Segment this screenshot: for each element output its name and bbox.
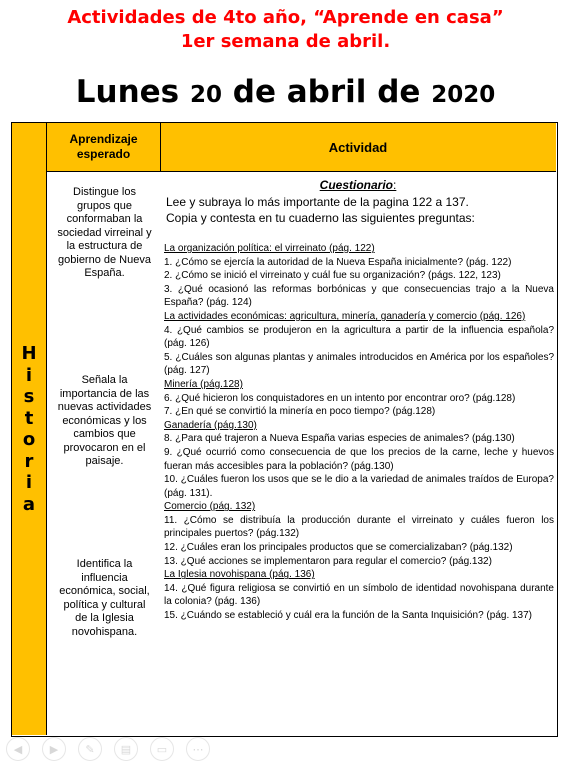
slideshow-toolbar xyxy=(0,733,260,767)
more-icon[interactable]: ⋯ xyxy=(186,737,210,761)
questionnaire-title xyxy=(160,178,556,192)
date-weekday: Lunes xyxy=(75,74,180,110)
question-item: 10. ¿Cuáles fueron los usos que se le dio a la variedad de animales traídos de Europa? (pág. 131). xyxy=(164,474,554,499)
subject-letter: o xyxy=(22,429,36,450)
subject-letter: i xyxy=(25,364,33,386)
section-heading: La organización política: el virreinato (pág. 122) xyxy=(164,243,375,254)
subject-letter: H xyxy=(21,343,37,364)
activity-column xyxy=(160,171,556,735)
date-day: 20 xyxy=(189,82,222,108)
outcome-3: Identifica la influencia económica, social, política y cultural de la Iglesia novohispana. xyxy=(59,558,150,638)
question-item: 11. ¿Cómo se distribuía la producción durante el virreinato y cuáles fueron los principales puertos? (pág.132) xyxy=(164,514,554,540)
heading-line-2: 1er semana de abril. xyxy=(180,31,391,52)
question-item: 6. ¿Qué hicieron los conquistadores en un intento por encontrar oro? (pág.128) xyxy=(164,392,516,404)
subject-column xyxy=(12,171,47,735)
header-activity: Actividad xyxy=(328,139,388,155)
expected-learning-column xyxy=(46,171,159,735)
subject-label xyxy=(12,343,46,515)
question-item: 15. ¿Cuándo se estableció y cuál era la función de la Santa Inquisición? (pág. 137) xyxy=(164,610,533,622)
questionnaire-title-colon: : xyxy=(393,178,397,192)
film-icon[interactable]: ▤ xyxy=(114,737,138,761)
question-item: 13. ¿Qué acciones se implementaron para regular el comercio? (pág.132) xyxy=(164,555,492,567)
date-year: 2020 xyxy=(431,82,496,108)
instruction-copy: Copia y contesta en tu cuaderno las siguientes preguntas: xyxy=(166,211,475,225)
section-heading: La Iglesia novohispana (pág. 136) xyxy=(164,569,315,581)
question-item: 1. ¿Cómo se ejercía la autoridad de la Nueva España inicialmente? (pág. 122) xyxy=(164,256,512,268)
subject-letter: r xyxy=(24,450,34,472)
section-heading: Minería (pág.128) xyxy=(164,378,243,390)
header-expected-learning: Aprendizaje esperado xyxy=(46,123,161,171)
outcome-1: Distingue los grupos que conformaban la sociedad virreinal y la estructura de gobierno de Nueva España. xyxy=(57,186,152,279)
activity-heading xyxy=(0,6,571,54)
question-item: 2. ¿Cómo se inició el virreinato y cuál fue su organización? (págs. 122, 123) xyxy=(164,270,501,282)
question-item: 5. ¿Cuáles son algunas plantas y animales introducidos en América por los españoles? (pág. 127) xyxy=(164,351,554,377)
question-list xyxy=(164,242,554,623)
table-header-row xyxy=(12,123,556,172)
question-item: 8. ¿Para qué trajeron a Nueva España varias especies de animales? (pág.130) xyxy=(164,433,515,445)
section-heading: Comercio (pág. 132) xyxy=(164,501,256,513)
subject-letter: s xyxy=(23,386,35,407)
instructions xyxy=(166,194,546,226)
heading-line-1: Actividades de 4to año, “Aprende en casa” xyxy=(67,7,504,28)
questionnaire-title-text: Cuestionario xyxy=(319,178,393,192)
subject-letter: i xyxy=(25,472,33,493)
section-heading: Ganadería (pág.130) xyxy=(164,419,257,431)
pen-icon[interactable]: ✎ xyxy=(78,737,102,761)
question-item: 7. ¿En qué se convirtió la minería en poco tiempo? (pág.128) xyxy=(164,406,436,418)
question-item: 9. ¿Qué ocurrió como consecuencia de que los precios de la carne, leche y huevos fueran más accesibles para la población? (pág.130) xyxy=(164,446,554,472)
monitor-icon[interactable]: ▭ xyxy=(150,737,174,761)
subject-letter: t xyxy=(24,407,34,429)
question-item: 4. ¿Qué cambios se produjeron en la agricultura a partir de la influencia española? (pág. 126) xyxy=(164,324,554,350)
question-item: 12. ¿Cuáles eran los principales productos que se comercializaban? (pág.132) xyxy=(164,542,513,554)
question-item: 3. ¿Qué ocasionó las reformas borbónicas y que consecuencias trajo a la Nueva España? (pág. 124) xyxy=(164,283,554,309)
activity-table xyxy=(11,122,558,737)
subject-letter: a xyxy=(22,493,36,515)
outcome-2: Señala la importancia de las nuevas actividades económicas y los cambios que provocaron en el paisaje. xyxy=(57,374,152,467)
date-month: de abril de xyxy=(232,74,421,110)
next-icon[interactable]: ▶ xyxy=(42,737,66,761)
previous-icon[interactable]: ◀ xyxy=(6,737,30,761)
instruction-read: Lee y subraya lo más importante de la pagina 122 a 137. xyxy=(166,195,469,209)
date-title xyxy=(0,72,571,115)
section-heading: La actividades económicas: agricultura, minería, ganadería y comercio (pág. 126) xyxy=(164,310,526,322)
question-item: 14. ¿Qué figura religiosa se convirtió en un símbolo de identidad novohispana durante la colonia? (pág. 136) xyxy=(164,582,554,608)
